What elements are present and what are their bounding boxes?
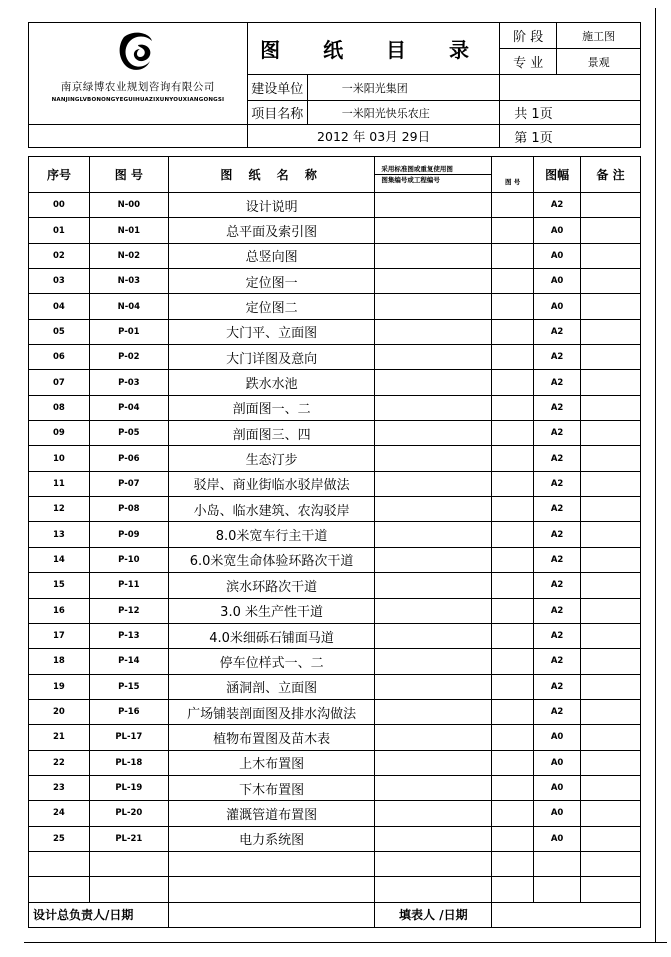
row-seq: 11: [29, 471, 90, 496]
empty-row: [29, 877, 641, 902]
row-drawing-no: PL-20: [89, 801, 168, 826]
row-drawing-name: 6.0米宽生命体验环路次干道: [168, 547, 375, 572]
table-row: [29, 598, 641, 623]
row-drawing-no: P-04: [89, 395, 168, 420]
row-drawing-no: N-03: [89, 269, 168, 294]
row-ref-no: [492, 395, 534, 420]
row-size: A2: [534, 193, 581, 218]
row-remark: [581, 573, 641, 598]
row-remark: [581, 623, 641, 648]
empty-cell: [534, 877, 581, 902]
col-reference-line2: 图集编号或工程编号: [381, 176, 440, 184]
row-drawing-name: 植物布置图及苗木表: [168, 725, 375, 750]
row-remark: [581, 826, 641, 851]
row-reference: [375, 598, 492, 623]
row-reference: [375, 345, 492, 370]
row-seq: 00: [29, 193, 90, 218]
row-seq: 22: [29, 750, 90, 775]
row-drawing-name: 上木布置图: [168, 750, 375, 775]
empty-cell: [29, 851, 90, 876]
row-remark: [581, 345, 641, 370]
row-seq: 18: [29, 649, 90, 674]
row-remark: [581, 801, 641, 826]
row-ref-no: [492, 699, 534, 724]
row-seq: 06: [29, 345, 90, 370]
row-seq: 12: [29, 497, 90, 522]
row-seq: 25: [29, 826, 90, 851]
page-number: 第 1页: [500, 125, 641, 148]
row-ref-no: [492, 243, 534, 268]
row-drawing-name: 8.0米宽车行主干道: [168, 522, 375, 547]
company-cell: [29, 23, 248, 125]
col-size: 图幅: [534, 157, 581, 193]
row-size: A2: [534, 649, 581, 674]
row-drawing-name: 生态汀步: [168, 446, 375, 471]
row-seq: 21: [29, 725, 90, 750]
row-drawing-name: 电力系统图: [168, 826, 375, 851]
table-row: [29, 421, 641, 446]
row-reference: [375, 725, 492, 750]
row-drawing-name: 跌水水池: [168, 370, 375, 395]
row-size: A2: [534, 421, 581, 446]
row-remark: [581, 446, 641, 471]
row-drawing-no: P-13: [89, 623, 168, 648]
row-ref-no: [492, 421, 534, 446]
row-reference: [375, 699, 492, 724]
row-ref-no: [492, 826, 534, 851]
table-row: [29, 243, 641, 268]
row-drawing-name: 停车位样式一、二: [168, 649, 375, 674]
row-drawing-no: P-08: [89, 497, 168, 522]
sheet-title: 图 纸 目 录: [247, 23, 499, 75]
row-remark: [581, 319, 641, 344]
empty-cell: [168, 877, 375, 902]
footer-row: [29, 902, 641, 927]
row-reference: [375, 446, 492, 471]
row-size: A2: [534, 319, 581, 344]
row-drawing-name: 大门详图及意向: [168, 345, 375, 370]
row-remark: [581, 370, 641, 395]
row-drawing-name: 定位图一: [168, 269, 375, 294]
title-block: [28, 22, 641, 148]
row-drawing-no: P-01: [89, 319, 168, 344]
row-drawing-no: P-05: [89, 421, 168, 446]
row-size: A2: [534, 345, 581, 370]
row-ref-no: [492, 218, 534, 243]
row-ref-no: [492, 573, 534, 598]
row-reference: [375, 294, 492, 319]
empty-cell: [168, 851, 375, 876]
row-size: A2: [534, 598, 581, 623]
stage-label: 阶 段: [500, 23, 557, 49]
row-ref-no: [492, 725, 534, 750]
company-logo-icon: [116, 31, 160, 73]
row-seq: 08: [29, 395, 90, 420]
row-reference: [375, 193, 492, 218]
table-row: [29, 193, 641, 218]
company-name-en: NANJINGLVBONONGYEGUIHUAZIXUNYOUXIANGONGSI: [51, 97, 225, 103]
table-row: [29, 750, 641, 775]
client-label: 建设单位: [247, 75, 307, 101]
empty-cell: [492, 851, 534, 876]
row-seq: 02: [29, 243, 90, 268]
col-drawing-no: 图 号: [89, 157, 168, 193]
col-remark: 备 注: [581, 157, 641, 193]
row-size: A2: [534, 471, 581, 496]
row-seq: 24: [29, 801, 90, 826]
row-reference: [375, 497, 492, 522]
row-reference: [375, 218, 492, 243]
row-drawing-name: 涵洞剖、立面图: [168, 674, 375, 699]
row-size: A2: [534, 699, 581, 724]
col-seq: 序号: [29, 157, 90, 193]
row-reference: [375, 674, 492, 699]
row-drawing-no: PL-18: [89, 750, 168, 775]
client-value: 一米阳光集团: [307, 75, 500, 101]
table-row: [29, 446, 641, 471]
empty-cell: [500, 75, 641, 101]
table-row: [29, 699, 641, 724]
row-drawing-no: N-01: [89, 218, 168, 243]
empty-cell: [89, 851, 168, 876]
row-drawing-name: 4.0米细砾石铺面马道: [168, 623, 375, 648]
row-seq: 23: [29, 775, 90, 800]
table-row: [29, 826, 641, 851]
table-row: [29, 674, 641, 699]
row-seq: 19: [29, 674, 90, 699]
table-row: [29, 218, 641, 243]
row-remark: [581, 269, 641, 294]
row-ref-no: [492, 471, 534, 496]
row-reference: [375, 775, 492, 800]
row-remark: [581, 522, 641, 547]
row-seq: 13: [29, 522, 90, 547]
row-reference: [375, 319, 492, 344]
empty-cell: [534, 851, 581, 876]
row-seq: 16: [29, 598, 90, 623]
row-seq: 09: [29, 421, 90, 446]
row-drawing-no: N-04: [89, 294, 168, 319]
row-remark: [581, 421, 641, 446]
designer-sign: 设计总负责人/日期: [29, 902, 169, 927]
row-remark: [581, 243, 641, 268]
row-drawing-no: P-16: [89, 699, 168, 724]
row-drawing-name: 驳岸、商业街临水驳岸做法: [168, 471, 375, 496]
row-drawing-name: 大门平、立面图: [168, 319, 375, 344]
row-drawing-no: P-15: [89, 674, 168, 699]
row-seq: 04: [29, 294, 90, 319]
company-name: 南京绿博农业规划咨询有限公司: [60, 81, 215, 93]
table-row: [29, 395, 641, 420]
project-label: 项目名称: [247, 101, 307, 125]
row-reference: [375, 547, 492, 572]
empty-cell: [375, 877, 492, 902]
row-drawing-name: 小岛、临水建筑、农沟驳岸: [168, 497, 375, 522]
row-ref-no: [492, 319, 534, 344]
row-remark: [581, 598, 641, 623]
discipline-value: 景观: [557, 49, 641, 75]
row-ref-no: [492, 193, 534, 218]
row-ref-no: [492, 674, 534, 699]
table-row: [29, 573, 641, 598]
row-seq: 01: [29, 218, 90, 243]
row-drawing-no: P-02: [89, 345, 168, 370]
table-row: [29, 269, 641, 294]
row-reference: [375, 826, 492, 851]
row-drawing-no: P-10: [89, 547, 168, 572]
row-remark: [581, 674, 641, 699]
row-size: A2: [534, 573, 581, 598]
blank-cell: [29, 125, 248, 148]
row-remark: [581, 395, 641, 420]
table-row: [29, 649, 641, 674]
row-ref-no: [492, 446, 534, 471]
row-drawing-no: P-06: [89, 446, 168, 471]
row-drawing-no: P-12: [89, 598, 168, 623]
row-size: A2: [534, 497, 581, 522]
border-line-right: [655, 8, 656, 943]
row-reference: [375, 395, 492, 420]
row-drawing-no: P-09: [89, 522, 168, 547]
empty-cell: [492, 877, 534, 902]
row-seq: 05: [29, 319, 90, 344]
row-size: A0: [534, 243, 581, 268]
col-ref-no: 图 号: [492, 157, 534, 193]
row-reference: [375, 623, 492, 648]
row-drawing-name: 剖面图三、四: [168, 421, 375, 446]
row-ref-no: [492, 497, 534, 522]
row-drawing-name: 下木布置图: [168, 775, 375, 800]
table-row: [29, 471, 641, 496]
row-reference: [375, 269, 492, 294]
row-drawing-name: 滨水环路次干道: [168, 573, 375, 598]
row-size: A0: [534, 826, 581, 851]
row-reference: [375, 801, 492, 826]
empty-cell: [89, 877, 168, 902]
col-drawing-name: 图 纸 名 称: [168, 157, 375, 193]
row-drawing-no: P-14: [89, 649, 168, 674]
empty-cell: [29, 877, 90, 902]
row-size: A0: [534, 294, 581, 319]
stage-value: 施工图: [557, 23, 641, 49]
issue-date: 2012 年 03月 29日: [247, 125, 499, 148]
row-reference: [375, 750, 492, 775]
border-line-bottom: [24, 942, 667, 943]
row-drawing-no: N-02: [89, 243, 168, 268]
discipline-label: 专 业: [500, 49, 557, 75]
col-reference-line1: 采用标准图或重复使用图: [375, 164, 491, 175]
row-ref-no: [492, 370, 534, 395]
row-drawing-name: 总平面及索引图: [168, 218, 375, 243]
row-size: A0: [534, 725, 581, 750]
empty-cell: [581, 851, 641, 876]
row-reference: [375, 421, 492, 446]
filler-sign-space: [492, 902, 641, 927]
table-row: [29, 370, 641, 395]
row-drawing-name: 定位图二: [168, 294, 375, 319]
total-pages: 共 1页: [500, 101, 641, 125]
empty-row: [29, 851, 641, 876]
empty-cell: [581, 877, 641, 902]
row-reference: [375, 649, 492, 674]
empty-cell: [375, 851, 492, 876]
row-ref-no: [492, 345, 534, 370]
row-ref-no: [492, 547, 534, 572]
row-size: A2: [534, 370, 581, 395]
row-ref-no: [492, 598, 534, 623]
designer-sign-space: [168, 902, 375, 927]
row-seq: 10: [29, 446, 90, 471]
table-row: [29, 345, 641, 370]
row-size: A0: [534, 750, 581, 775]
row-drawing-no: PL-17: [89, 725, 168, 750]
row-remark: [581, 497, 641, 522]
row-remark: [581, 649, 641, 674]
row-size: A0: [534, 775, 581, 800]
row-seq: 14: [29, 547, 90, 572]
row-remark: [581, 699, 641, 724]
row-size: A2: [534, 674, 581, 699]
row-reference: [375, 522, 492, 547]
row-seq: 07: [29, 370, 90, 395]
row-reference: [375, 243, 492, 268]
row-drawing-no: PL-21: [89, 826, 168, 851]
column-header-row: [29, 157, 641, 193]
row-size: A2: [534, 395, 581, 420]
row-ref-no: [492, 623, 534, 648]
row-remark: [581, 725, 641, 750]
table-row: [29, 623, 641, 648]
row-remark: [581, 750, 641, 775]
row-remark: [581, 471, 641, 496]
row-remark: [581, 547, 641, 572]
row-drawing-name: 总竖向图: [168, 243, 375, 268]
col-reference: [375, 157, 492, 193]
table-row: [29, 294, 641, 319]
row-size: A2: [534, 547, 581, 572]
row-size: A0: [534, 801, 581, 826]
row-remark: [581, 294, 641, 319]
row-drawing-name: 广场铺装剖面图及排水沟做法: [168, 699, 375, 724]
row-ref-no: [492, 294, 534, 319]
row-ref-no: [492, 801, 534, 826]
row-drawing-name: 设计说明: [168, 193, 375, 218]
row-ref-no: [492, 750, 534, 775]
drawing-list-table: [28, 156, 641, 928]
row-ref-no: [492, 775, 534, 800]
project-value: 一米阳光快乐农庄: [307, 101, 500, 125]
table-row: [29, 725, 641, 750]
table-row: [29, 547, 641, 572]
row-drawing-name: 剖面图一、二: [168, 395, 375, 420]
table-row: [29, 801, 641, 826]
table-row: [29, 497, 641, 522]
row-remark: [581, 193, 641, 218]
row-ref-no: [492, 649, 534, 674]
row-size: A2: [534, 522, 581, 547]
row-drawing-no: P-07: [89, 471, 168, 496]
row-remark: [581, 775, 641, 800]
row-reference: [375, 370, 492, 395]
table-row: [29, 319, 641, 344]
row-reference: [375, 471, 492, 496]
row-seq: 20: [29, 699, 90, 724]
row-reference: [375, 573, 492, 598]
filler-sign: 填表人 /日期: [375, 902, 492, 927]
row-size: A2: [534, 446, 581, 471]
row-drawing-no: P-11: [89, 573, 168, 598]
row-drawing-no: PL-19: [89, 775, 168, 800]
row-drawing-no: N-00: [89, 193, 168, 218]
row-seq: 17: [29, 623, 90, 648]
row-seq: 03: [29, 269, 90, 294]
row-remark: [581, 218, 641, 243]
row-size: A0: [534, 218, 581, 243]
row-seq: 15: [29, 573, 90, 598]
table-row: [29, 775, 641, 800]
row-size: A2: [534, 623, 581, 648]
row-drawing-no: P-03: [89, 370, 168, 395]
row-ref-no: [492, 269, 534, 294]
row-size: A0: [534, 269, 581, 294]
table-row: [29, 522, 641, 547]
row-drawing-name: 3.0 米生产性干道: [168, 598, 375, 623]
row-drawing-name: 灌溉管道布置图: [168, 801, 375, 826]
row-ref-no: [492, 522, 534, 547]
